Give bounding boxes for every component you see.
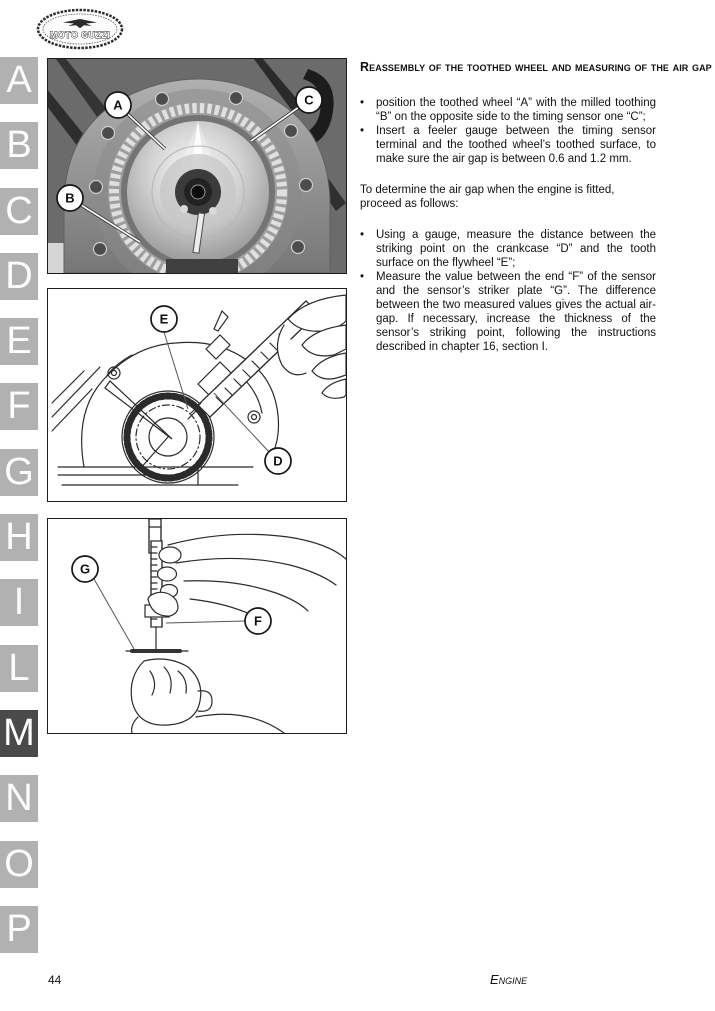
svg-text:D: D	[273, 453, 283, 469]
intro-paragraph: To determine the air gap when the engine is fitted, proceed as follows:	[360, 184, 615, 210]
svg-text:B: B	[65, 190, 75, 206]
bullet-icon: •	[360, 97, 365, 109]
sensor-gauge-drawing-figure	[47, 518, 347, 734]
section-tab-g: G	[0, 449, 38, 496]
flywheel-photo-figure	[47, 58, 347, 274]
callout-label-g	[72, 556, 98, 582]
section-tab-p: P	[0, 906, 38, 953]
section-heading: Reassembly of the toothed wheel and measuring of the air gap	[360, 60, 712, 74]
bullet-icon: •	[360, 125, 365, 137]
page-number: 44	[48, 973, 62, 987]
flywheel-photo	[48, 59, 346, 273]
section-tab-l: L	[0, 645, 38, 692]
moto-guzzi-logo	[34, 6, 126, 50]
section-tab-c: C	[0, 188, 38, 235]
bullet-text: Insert a feeler gauge between the timing sensor terminal and the toothed wheel’s toothed surface, to make sure the air gap is between 0.6 and 1.2 mm.	[376, 125, 656, 165]
section-tab-b: B	[0, 122, 38, 169]
section-tab-o: O	[0, 841, 38, 888]
callout-label-e	[151, 306, 177, 332]
instruction-bullet	[360, 270, 656, 354]
section-tab-f: F	[0, 383, 38, 430]
instruction-bullet	[360, 124, 656, 166]
svg-text:A: A	[113, 97, 123, 113]
instruction-text-column	[360, 60, 712, 354]
callout-label-d	[265, 448, 291, 474]
bullet-icon: •	[360, 229, 365, 241]
section-tab-i: I	[0, 579, 38, 626]
section-tab-n: N	[0, 775, 38, 822]
bullet-icon: •	[360, 271, 365, 283]
gauge-drawing	[48, 289, 346, 501]
callout-label-c	[296, 87, 322, 113]
section-tab-m: M	[0, 710, 38, 757]
instruction-bullet	[360, 228, 656, 270]
callout-label-f	[245, 608, 271, 634]
instruction-bullet	[360, 96, 656, 124]
footer-chapter-label: Engine	[490, 972, 528, 987]
section-tab-e: E	[0, 318, 38, 365]
svg-text:C: C	[304, 92, 314, 108]
callout-label-a	[105, 92, 131, 118]
section-tab-a: A	[0, 57, 38, 104]
bullet-text: Using a gauge, measure the distance between the striking point on the crankcase “D” and the tooth surface on the flywheel “E”;	[376, 229, 656, 269]
bullet-text: Measure the value between the end “F” of the sensor and the sensor’s striker plate “G”. The difference between the two measured values gives the actual air-gap. If necessary, increase the thickness of the sensor’s striking point, following the instructions described in chapter 16, section I.	[376, 271, 656, 353]
svg-text:G: G	[79, 561, 91, 577]
bullet-text: position the toothed wheel “A” with the milled toothing “B” on the opposite side to the timing sensor one “C”;	[376, 97, 656, 123]
callout-label-b	[57, 185, 83, 211]
section-index-sidebar	[0, 57, 38, 953]
svg-text:E: E	[159, 311, 169, 327]
sensor-drawing	[48, 519, 346, 733]
section-tab-h: H	[0, 514, 38, 561]
section-tab-d: D	[0, 253, 38, 300]
airgap-gauge-drawing-figure	[47, 288, 347, 502]
logo-text: MOTO GUZZI	[49, 30, 111, 40]
svg-text:F: F	[254, 613, 262, 629]
